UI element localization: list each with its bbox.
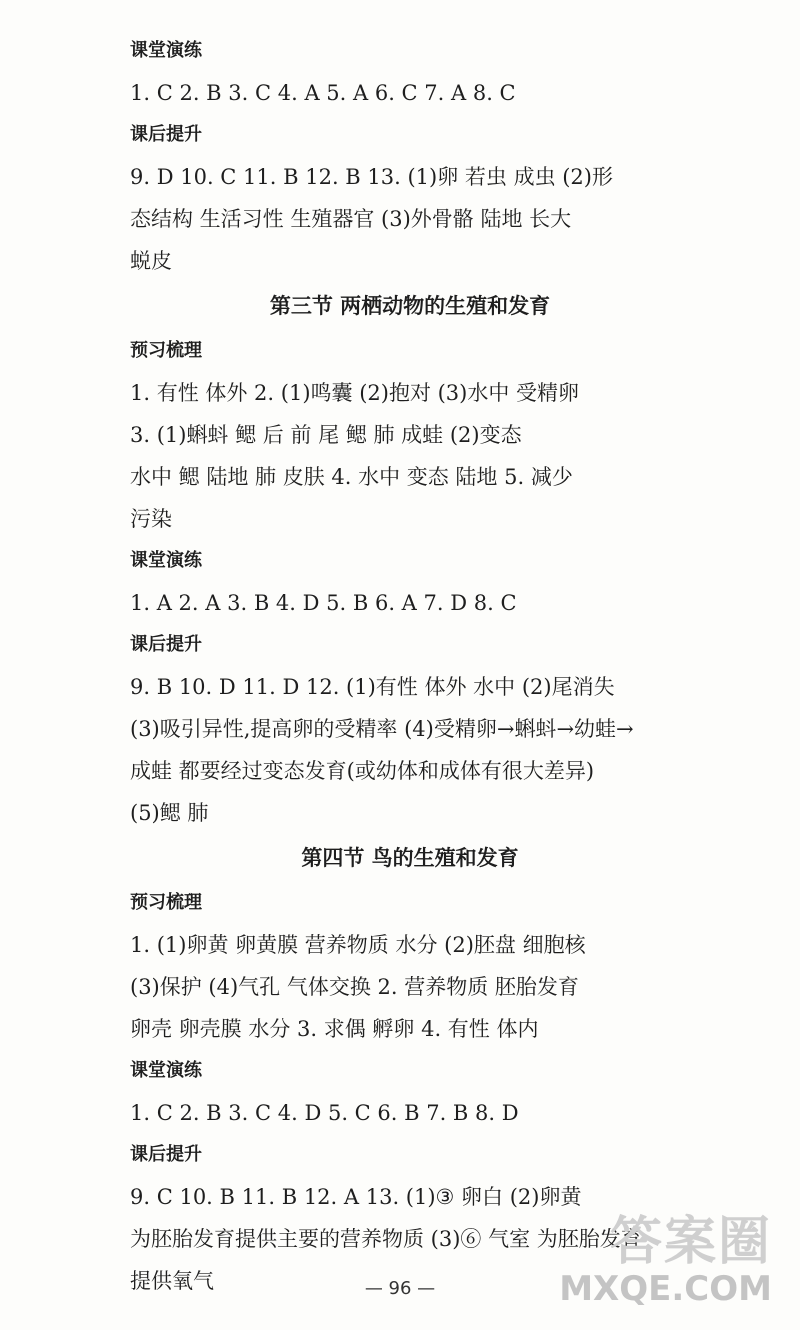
answer-line: 1. C 2. B 3. C 4. A 5. A 6. C 7. A 8. C <box>130 81 516 105</box>
section-title: 第四节 鸟的生殖和发育 <box>301 846 519 870</box>
answer-line: 3. (1)蝌蚪 鳃 后 前 尾 鳃 肺 成蛙 (2)变态 <box>130 423 522 447</box>
answer-line: 提供氧气 <box>130 1269 214 1293</box>
answer-line: 为胚胎发育提供主要的营养物质 (3)⑥ 气室 为胚胎发育 <box>130 1227 642 1251</box>
subsection-heading: 课堂演练 <box>130 1060 202 1081</box>
answer-line: 态结构 生活习性 生殖器官 (3)外骨骼 陆地 长大 <box>130 207 572 231</box>
answer-line: 9. D 10. C 11. B 12. B 13. (1)卵 若虫 成虫 (2)形 <box>130 165 613 189</box>
page-number: — 96 — <box>364 1278 436 1299</box>
answer-line: 9. C 10. B 11. B 12. A 13. (1)③ 卵白 (2)卵黄 <box>130 1185 582 1209</box>
answer-line: 卵壳 卵壳膜 水分 3. 求偶 孵卵 4. 有性 体内 <box>130 1017 539 1041</box>
subsection-heading: 课后提升 <box>130 124 202 145</box>
subsection-heading: 课堂演练 <box>130 550 202 571</box>
answer-line: (3)吸引异性,提高卵的受精率 (4)受精卵→蝌蚪→幼蛙→ <box>130 717 634 741</box>
subsection-heading: 课堂演练 <box>130 40 202 61</box>
answer-line: 9. B 10. D 11. D 12. (1)有性 体外 水中 (2)尾消失 <box>130 675 615 699</box>
section-title: 第三节 两栖动物的生殖和发育 <box>269 294 551 318</box>
answer-line: 1. A 2. A 3. B 4. D 5. B 6. A 7. D 8. C <box>130 591 517 615</box>
answer-line: 1. C 2. B 3. C 4. D 5. C 6. B 7. B 8. D <box>130 1101 519 1125</box>
answer-page <box>130 30 690 1302</box>
watermark <box>559 1214 772 1308</box>
subsection-heading: 预习梳理 <box>130 340 202 361</box>
answer-line: (3)保护 (4)气孔 气体交换 2. 营养物质 胚胎发育 <box>130 975 579 999</box>
subsection-heading: 课后提升 <box>130 634 202 655</box>
answer-line: 蜕皮 <box>130 249 172 273</box>
watermark-logo: 答案圈 <box>609 1212 772 1272</box>
answer-line: 1. 有性 体外 2. (1)鸣囊 (2)抱对 (3)水中 受精卵 <box>130 381 580 405</box>
answer-line: 污染 <box>130 507 172 531</box>
watermark-url: MXQE.COM <box>559 1269 772 1309</box>
answer-line: 1. (1)卵黄 卵黄膜 营养物质 水分 (2)胚盘 细胞核 <box>130 933 586 957</box>
answer-line: 成蛙 都要经过变态发育(或幼体和成体有很大差异) <box>130 759 595 783</box>
subsection-heading: 课后提升 <box>130 1144 202 1165</box>
answer-line: (5)鳃 肺 <box>130 801 209 825</box>
subsection-heading: 预习梳理 <box>130 892 202 913</box>
answer-line: 水中 鳃 陆地 肺 皮肤 4. 水中 变态 陆地 5. 减少 <box>130 465 573 489</box>
